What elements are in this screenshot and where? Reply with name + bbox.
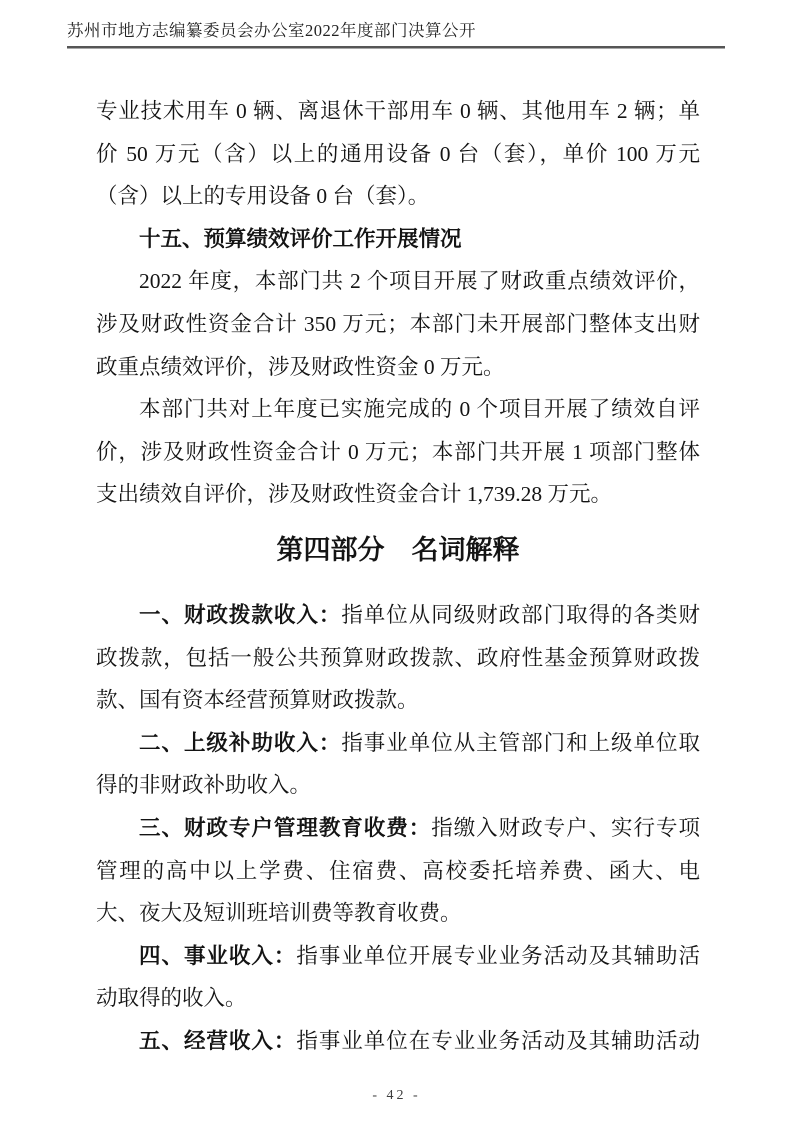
- text-line: 支出绩效自评价，涉及财政性资金合计 1,739.28 万元。: [96, 482, 613, 507]
- page-footer: [0, 1086, 793, 1104]
- term-label: 一、财政拨款收入：: [139, 602, 342, 627]
- term-definition: 指事业单位在专业业务活动及其辅助活动: [296, 1028, 700, 1053]
- text-line: （含）以上的专用设备 0 台（套）。: [96, 184, 430, 209]
- page-header-title: 苏州市地方志编纂委员会办公室2022年度部门决算公开: [67, 21, 476, 40]
- document-content: [96, 90, 700, 1062]
- term-definition: 指缴入财政专户、实行专项: [431, 815, 700, 840]
- term-label: 四、事业收入：: [139, 943, 297, 968]
- text-line: 专业技术用车 0 辆、离退休干部用车 0 辆、其他用车 2 辆；单: [96, 99, 700, 123]
- text-line: 管理的高中以上学费、住宿费、高校委托培养费、函大、电: [96, 858, 700, 883]
- text-line: 政拨款，包括一般公共预算财政拨款、政府性基金预算财政拨: [96, 645, 700, 670]
- section-heading-line: 十五、预算绩效评价工作开展情况: [139, 226, 462, 251]
- part-heading-line: 第四部分 名词解释: [276, 534, 520, 565]
- term-label: 三、财政专户管理教育收费：: [139, 815, 432, 840]
- text-line: 款、国有资本经营预算财政拨款。: [96, 688, 419, 713]
- text-line: 2022 年度，本部门共 2 个项目开展了财政重点绩效评价，: [139, 269, 700, 294]
- text-line: [96, 807, 700, 850]
- text-line: [96, 1020, 700, 1063]
- text-line: 价，涉及财政性资金合计 0 万元；本部门共开展 1 项部门整体: [96, 439, 700, 464]
- text-line: 价 50 万元（含）以上的通用设备 0 台（套），单价 100 万元: [96, 141, 700, 166]
- term-label: 二、上级补助收入：: [139, 730, 342, 755]
- text-line: 本部门共对上年度已实施完成的 0 个项目开展了绩效自评: [139, 397, 700, 422]
- term-definition: 指事业单位开展专业业务活动及其辅助活: [296, 943, 700, 968]
- term-definition: 指单位从同级财政部门取得的各类财: [341, 602, 700, 627]
- text-line: 动取得的收入。: [96, 986, 247, 1011]
- term-label: 五、经营收入：: [139, 1028, 297, 1053]
- page-header: [67, 20, 725, 49]
- text-line: 政重点绩效评价，涉及财政性资金 0 万元。: [96, 354, 505, 379]
- term-definition: 指事业单位从主管部门和上级单位取: [341, 730, 700, 755]
- text-line: [96, 722, 700, 765]
- header-rule: [67, 46, 725, 49]
- text-line: 大、夜大及短训班培训费等教育收费。: [96, 901, 462, 926]
- text-line: 涉及财政性资金合计 350 万元；本部门未开展部门整体支出财: [96, 311, 700, 336]
- text-line: [96, 594, 700, 637]
- page-number: - 42 -: [372, 1088, 421, 1103]
- text-line: 得的非财政补助收入。: [96, 773, 312, 798]
- text-line: [96, 935, 700, 978]
